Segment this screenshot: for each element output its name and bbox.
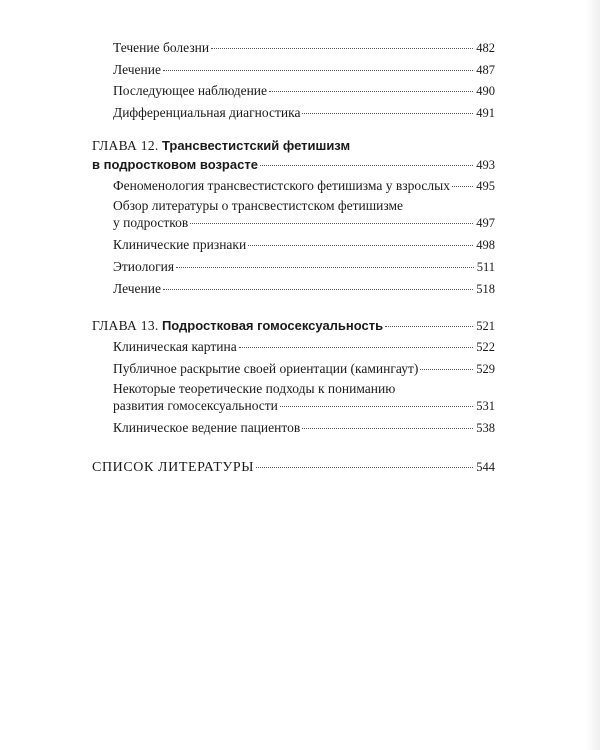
- bibliography-label: СПИСОК ЛИТЕРАТУРЫ: [92, 460, 255, 475]
- toc-entry-label-line1: Некоторые теоретические подходы к пониманию: [113, 381, 396, 396]
- page-edge-shadow: [586, 0, 600, 750]
- chapter-12-heading-line2[interactable]: [92, 157, 495, 173]
- dot-leader: [280, 405, 473, 407]
- dot-leader: [452, 185, 473, 187]
- toc-entry-label-line1: Обзор литературы о трансвестистском фетишизме: [113, 198, 404, 213]
- chapter-12-title-line1: Трансвестистский фетишизм: [161, 138, 351, 153]
- toc-entry-page: 518: [476, 282, 495, 296]
- dot-leader: [239, 346, 474, 348]
- toc-entry-label: Клиническое ведение пациентов: [113, 420, 301, 435]
- chapter-13-page: 521: [476, 319, 495, 333]
- toc-entry-label: Течение болезни: [113, 40, 210, 55]
- toc-entry[interactable]: [113, 237, 495, 253]
- toc-entry-page: 497: [476, 216, 495, 230]
- dot-leader: [176, 266, 474, 268]
- toc-entry-label: Последующее наблюдение: [113, 83, 268, 98]
- chapter-12-page: 493: [476, 158, 495, 172]
- chapter-13-title: Подростковая гомосексуальность: [161, 318, 384, 333]
- dot-leader: [302, 112, 473, 114]
- toc-entry-label: развития гомосексуальности: [113, 398, 278, 413]
- toc-entry[interactable]: [113, 40, 495, 56]
- chapter-13-prefix: ГЛАВА 13.: [92, 318, 159, 333]
- dot-leader: [248, 244, 473, 246]
- toc-entry[interactable]: [113, 178, 495, 194]
- toc-entry-label: Клиническая картина: [113, 339, 237, 354]
- toc-entry-page: 495: [476, 179, 495, 193]
- dot-leader: [163, 69, 473, 71]
- toc-entry[interactable]: [113, 339, 495, 355]
- toc-entry[interactable]: [113, 83, 495, 99]
- toc-entry[interactable]: [113, 420, 495, 436]
- chapter-12-heading-line1[interactable]: [92, 138, 350, 154]
- toc-entry[interactable]: [113, 361, 495, 377]
- toc-entry-page: 491: [476, 106, 495, 120]
- bibliography-page: 544: [476, 460, 495, 474]
- toc-entry-page: 529: [476, 362, 495, 376]
- dot-leader: [163, 288, 473, 290]
- toc-entry-label: Феноменология трансвестистского фетишизма у взрослых: [113, 178, 450, 193]
- chapter-12-title-line2: в подростковом возрасте: [92, 157, 258, 172]
- toc-entry-page: 498: [476, 238, 495, 252]
- toc-entry[interactable]: [113, 62, 495, 78]
- dot-leader: [211, 47, 473, 49]
- toc-entry[interactable]: [113, 281, 495, 297]
- toc-entry-page: 522: [476, 340, 495, 354]
- toc-entry-label: Лечение: [113, 281, 161, 296]
- toc-entry-page: 482: [476, 41, 495, 55]
- dot-leader: [385, 325, 473, 327]
- toc-entry-label: Лечение: [113, 62, 161, 77]
- dot-leader: [260, 164, 473, 166]
- toc-entry-label: Публичное раскрытие своей ориентации (камингаут): [113, 361, 419, 376]
- toc-entry[interactable]: [113, 215, 495, 231]
- toc-entry-label: у подростков: [113, 215, 189, 230]
- chapter-13-heading[interactable]: [92, 318, 495, 334]
- toc-entry-page: 511: [476, 260, 495, 274]
- bibliography-entry[interactable]: [92, 459, 495, 476]
- dot-leader: [420, 368, 473, 370]
- dot-leader: [269, 90, 473, 92]
- toc-entry-page: 538: [476, 421, 495, 435]
- toc-entry[interactable]: [113, 259, 495, 275]
- dot-leader: [302, 427, 473, 429]
- toc-entry-page: 490: [476, 84, 495, 98]
- toc-entry-page: 487: [476, 63, 495, 77]
- dot-leader: [256, 466, 473, 468]
- toc-entry-label: Этиология: [113, 259, 175, 274]
- toc-entry[interactable]: [113, 105, 495, 121]
- toc-entry-label: Дифференциальная диагностика: [113, 105, 301, 120]
- toc-entry-label: Клинические признаки: [113, 237, 247, 252]
- dot-leader: [190, 222, 473, 224]
- toc-entry[interactable]: [113, 398, 495, 414]
- chapter-12-prefix: ГЛАВА 12.: [92, 138, 159, 153]
- toc-entry-page: 531: [476, 399, 495, 413]
